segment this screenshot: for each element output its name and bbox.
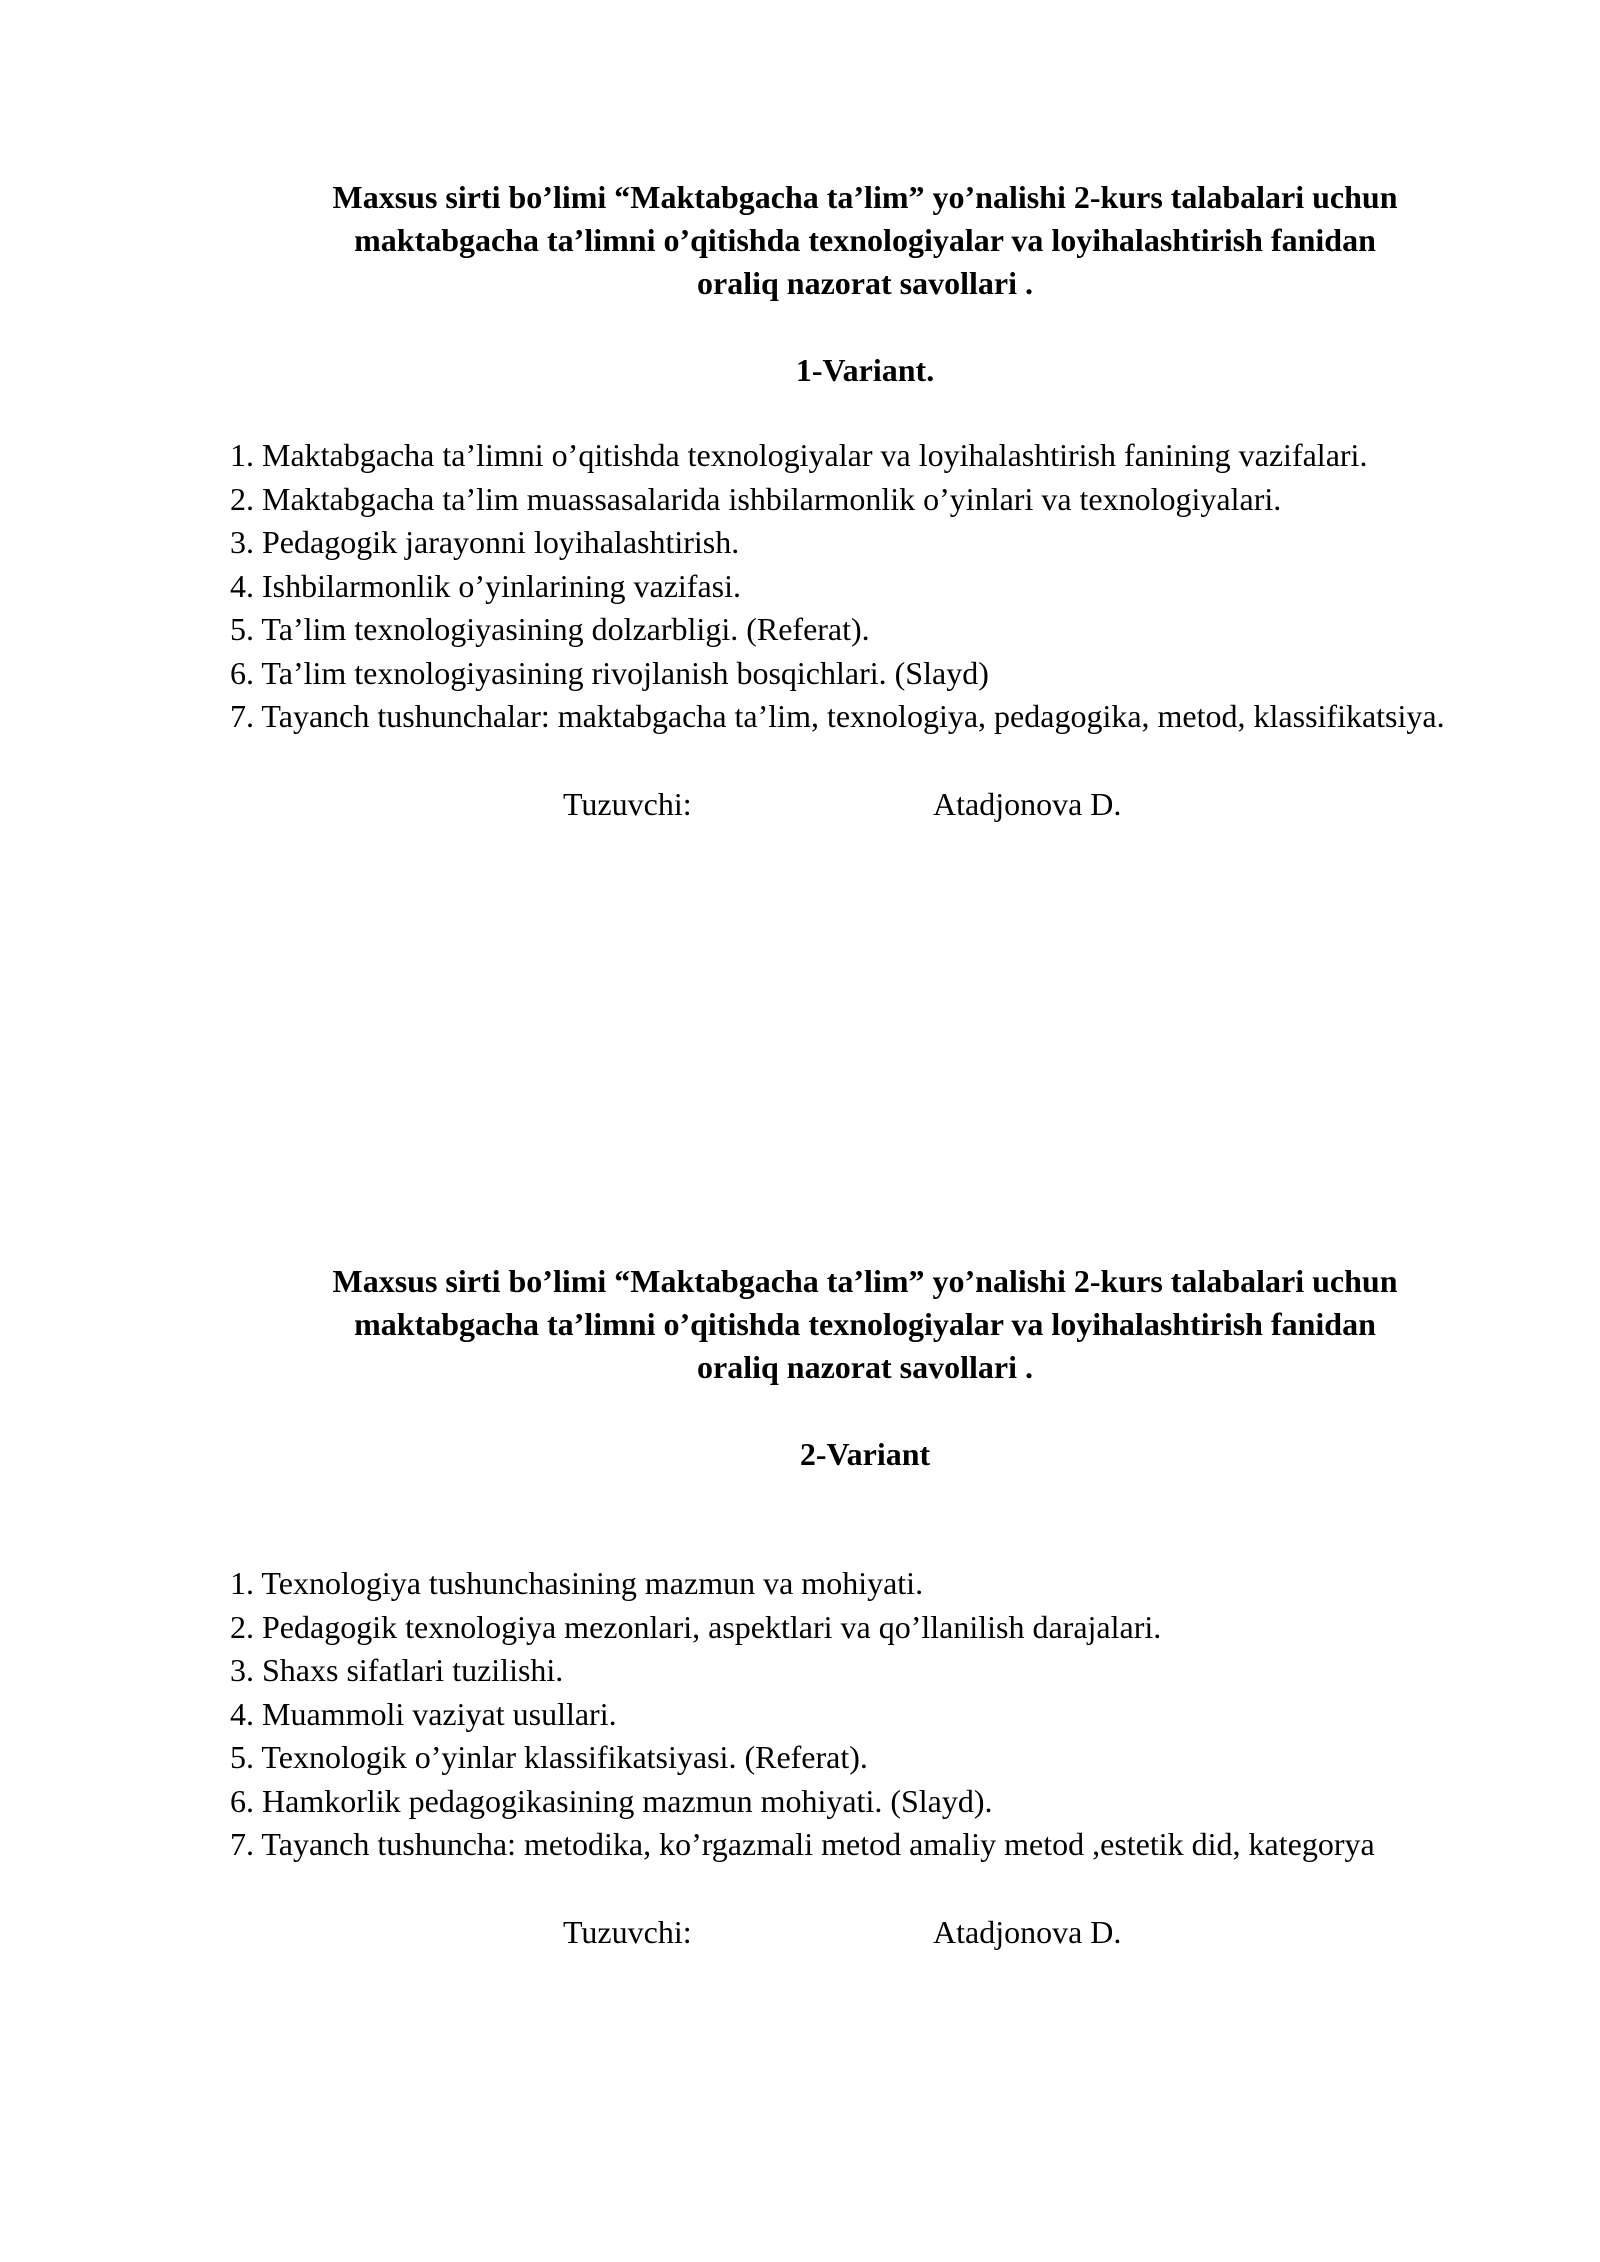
question-item: 7. Tayanch tushunchalar: maktabgacha ta’lim, texnologiya, pedagogika, metod, klassifikatsiya. bbox=[230, 698, 1445, 734]
title-line: maktabgacha ta’limni o’qitishda texnologiyalar va loyihalashtirish fanidan bbox=[354, 222, 1376, 258]
document-title bbox=[230, 1260, 1500, 1389]
question-item: 2. Pedagogik texnologiya mezonlari, aspektlari va qo’llanilish darajalari. bbox=[230, 1608, 1162, 1645]
variant-2-section bbox=[230, 1260, 1500, 1954]
title-line: Maxsus sirti bo’limi “Maktabgacha ta’lim” yo’nalishi 2-kurs talabalari uchun bbox=[332, 179, 1398, 215]
question-item: 3. Pedagogik jarayonni loyihalashtirish. bbox=[230, 524, 740, 560]
document-title bbox=[230, 176, 1500, 305]
question-item: 6. Hamkorlik pedagogikasining mazmun mohiyati. (Slayd). bbox=[230, 1782, 993, 1819]
question-list bbox=[230, 1562, 1500, 1867]
question-item: 5. Texnologik o’yinlar klassifikatsiyasi. (Referat). bbox=[230, 1739, 868, 1775]
question-item: 6. Ta’lim texnologiyasining rivojlanish bosqichlari. (Slayd) bbox=[230, 654, 989, 691]
variant-heading: 1-Variant. bbox=[795, 352, 935, 388]
author-name: Atadjonova D. bbox=[933, 785, 1122, 822]
question-item: 4. Muammoli vaziyat usullari. bbox=[230, 1695, 617, 1732]
question-item: 1. Texnologiya tushunchasining mazmun va mohiyati. bbox=[230, 1565, 924, 1601]
question-item: 1. Maktabgacha ta’limni o’qitishda texnologiyalar va loyihalashtirish fanining vazifalari. bbox=[230, 437, 1368, 473]
question-item: 5. Ta’lim texnologiyasining dolzarbligi. (Referat). bbox=[230, 611, 870, 647]
question-list bbox=[230, 434, 1500, 739]
variant-heading: 2-Variant bbox=[799, 1436, 931, 1472]
title-line: Maxsus sirti bo’limi “Maktabgacha ta’lim” yo’nalishi 2-kurs talabalari uchun bbox=[332, 1263, 1398, 1299]
author-line bbox=[230, 1911, 1500, 1954]
question-item: 7. Tayanch tushuncha: metodika, ko’rgazmali metod amaliy metod ,estetik did, kategorya bbox=[230, 1826, 1375, 1862]
author-label: Tuzuvchi: bbox=[563, 1913, 692, 1950]
variant-1-section bbox=[230, 176, 1500, 826]
author-line bbox=[230, 783, 1500, 826]
title-line: oraliq nazorat savollari . bbox=[697, 265, 1033, 301]
title-line: maktabgacha ta’limni o’qitishda texnologiyalar va loyihalashtirish fanidan bbox=[354, 1306, 1376, 1342]
author-name: Atadjonova D. bbox=[933, 1913, 1122, 1950]
question-item: 2. Maktabgacha ta’lim muassasalarida ishbilarmonlik o’yinlari va texnologiyalari. bbox=[230, 480, 1282, 517]
question-item: 3. Shaxs sifatlari tuzilishi. bbox=[230, 1652, 564, 1688]
author-label: Tuzuvchi: bbox=[563, 785, 692, 822]
title-line: oraliq nazorat savollari . bbox=[697, 1349, 1033, 1385]
question-item: 4. Ishbilarmonlik o’yinlarining vazifasi. bbox=[230, 567, 741, 604]
